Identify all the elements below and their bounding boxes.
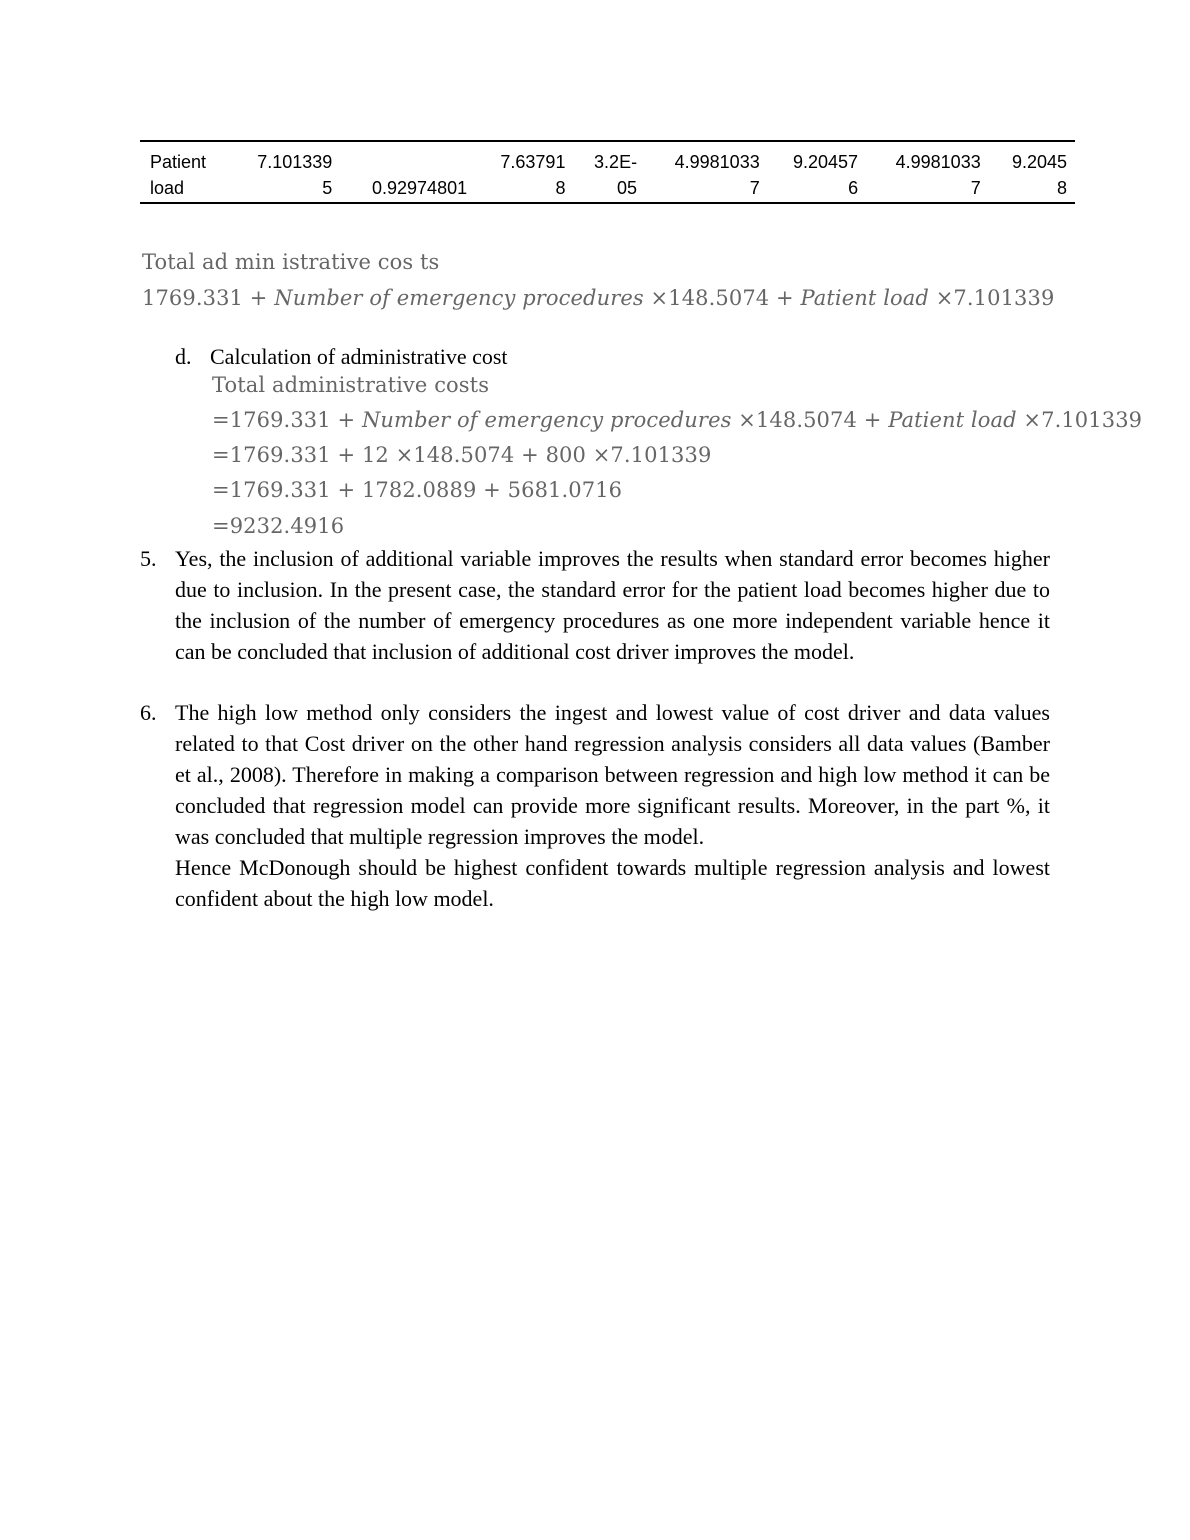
part-d-line2: =1769.331 + 12 ×148.5074 + 800 ×7.101339 — [212, 443, 712, 467]
part-d-result: =9232.4916 — [212, 514, 345, 538]
table-cell: 9.2045 — [1011, 152, 1067, 172]
table-cell: 5 — [322, 178, 333, 198]
table-cell: 7.63791 — [500, 152, 566, 172]
part-d-marker: d. — [175, 344, 192, 369]
formula-expression — [142, 286, 1054, 310]
table-cell: 8 — [555, 178, 566, 198]
formula-label: Total ad min istrative cos ts — [142, 250, 440, 274]
list-item-text: The high low method only considers the ingest and lowest value of cost driver and data values related to that Cost driver on the other hand regression analysis considers all data values (Bamber et al., 2008). Therefore in making a comparison between regression and high low method it can be concluded that regression model can provide more significant results. Moreover, in the part %, it was concluded that multiple regression improves the model. — [175, 700, 1050, 849]
part-d-line1-var-procedures: Number of emergency procedures — [361, 408, 732, 432]
table-cell: 7 — [749, 178, 760, 198]
formula-times2: ×7.101339 — [928, 286, 1055, 310]
part-d-title: Calculation of administrative cost — [210, 344, 508, 369]
part-d-label: Total administrative costs — [212, 373, 490, 397]
table-row — [140, 175, 1075, 203]
part-d-line1-prefix: =1769.331 + — [212, 408, 362, 432]
table-cell — [340, 141, 475, 175]
part-d-line1 — [212, 408, 1142, 432]
part-d-line1-suffix: ×7.101339 — [1016, 408, 1143, 432]
list-item-body — [175, 697, 1050, 914]
formula-var-procedures: Number of emergency procedures — [274, 286, 644, 310]
list-item-text-continued: Hence McDonough should be highest confident towards multiple regression analysis and lowest confident about the high low model. — [175, 855, 1050, 911]
table-cell: 4.9981033 — [895, 152, 981, 172]
list-item-text: Yes, the inclusion of additional variable improves the results when standard error becomes higher due to inclusion. In the present case, the standard error for the patient load becomes higher due to the inclusion of the number of emergency procedures as one more independent variable hence it can be concluded that inclusion of additional cost driver improves the model. — [175, 546, 1050, 664]
formula-times1: ×148.5074 + — [643, 286, 801, 310]
table-cell: 7.101339 — [257, 152, 333, 172]
part-d-line1-mid: ×148.5074 + — [731, 408, 889, 432]
list-number: 6. — [140, 700, 157, 725]
list-item-6 — [140, 697, 1050, 914]
formula-prefix: 1769.331 + — [142, 286, 275, 310]
table-cell: 05 — [617, 178, 638, 198]
list-number: 5. — [140, 546, 157, 571]
table-row — [140, 141, 1075, 175]
table-cell: 7 — [970, 178, 981, 198]
list-item-5 — [140, 543, 1050, 667]
table-cell: 4.9981033 — [674, 152, 760, 172]
table-cell: 9.20457 — [793, 152, 859, 172]
table-cell: 0.92974801 — [372, 178, 468, 198]
table-cell: 8 — [1056, 178, 1067, 198]
part-d-line1-var-patient-load: Patient load — [888, 408, 1017, 432]
part-d-line3: =1769.331 + 1782.0889 + 5681.0716 — [212, 478, 623, 502]
formula-var-patient-load: Patient load — [800, 286, 929, 310]
table-cell: load — [150, 178, 185, 198]
regression-table — [140, 140, 1075, 204]
part-d-heading — [175, 344, 508, 370]
table-cell: Patient — [150, 152, 207, 172]
table-cell: 3.2E- — [594, 152, 638, 172]
table-cell: 6 — [848, 178, 859, 198]
